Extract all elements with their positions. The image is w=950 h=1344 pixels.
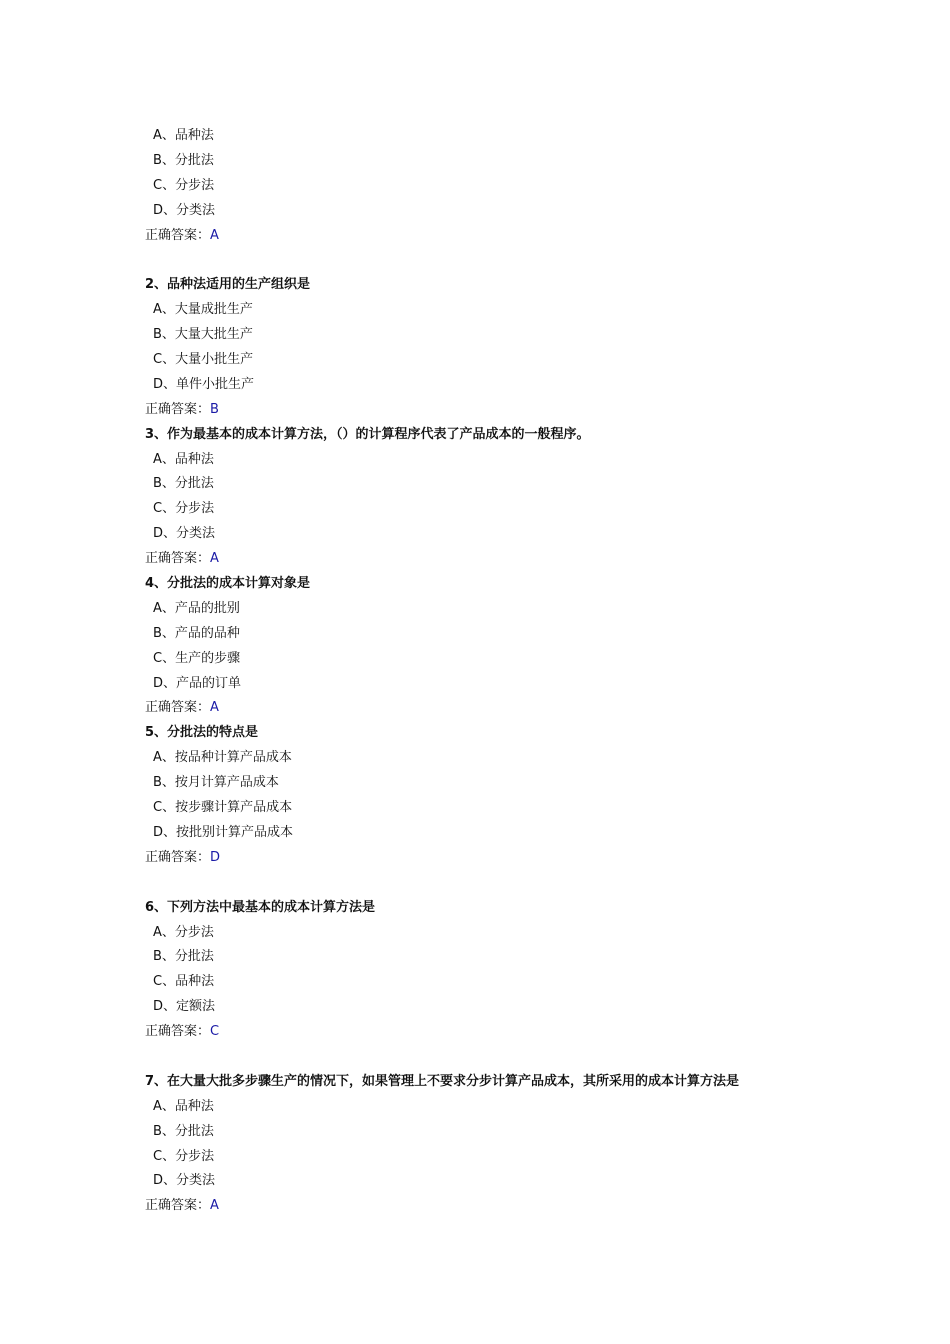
answer-line (145, 696, 905, 721)
option-c: C、按步骤计算产品成本 (153, 800, 293, 816)
answer-label: 正确答案： (145, 700, 211, 716)
question-title: 5、分批法的特点是 (145, 725, 259, 741)
option-a: A、品种法 (153, 128, 214, 143)
question-block-1 (145, 124, 905, 248)
answer-line (145, 398, 905, 423)
question-title: 6、下列方法中最基本的成本计算方法是 (145, 899, 376, 915)
answer-label: 正确答案： (145, 227, 211, 243)
answer-label: 正确答案： (145, 401, 211, 417)
option-b: B、大量大批生产 (153, 327, 253, 343)
option-d: D、分类法 (153, 202, 216, 218)
option-c: C、分步法 (153, 1148, 215, 1164)
option-b: B、分批法 (153, 949, 214, 965)
answer-line (145, 547, 905, 572)
answer-label: 正确答案： (145, 849, 211, 865)
option-b: B、产品的品种 (153, 625, 240, 641)
answer-label: 正确答案： (145, 1024, 211, 1040)
option-d: D、产品的订单 (153, 675, 242, 691)
spacer (145, 248, 905, 273)
option-a: A、品种法 (153, 1098, 214, 1114)
answer-line (145, 846, 905, 871)
answer-line (145, 224, 905, 249)
question-block-2 (145, 273, 905, 422)
option-d: D、按批别计算产品成本 (153, 824, 294, 840)
answer-label: 正确答案： (145, 551, 211, 567)
question-block-5 (145, 721, 905, 870)
option-d: D、分类法 (153, 1173, 216, 1189)
option-b: B、分批法 (153, 476, 214, 492)
option-a: A、品种法 (153, 451, 214, 467)
question-title: 4、分批法的成本计算对象是 (145, 576, 311, 592)
option-d: D、分类法 (153, 526, 216, 542)
option-a: A、产品的批别 (153, 600, 240, 616)
option-c: C、分步法 (153, 501, 215, 517)
question-block-4 (145, 572, 905, 721)
answer-label: 正确答案： (145, 1198, 211, 1214)
answer-line (145, 1194, 905, 1219)
option-c: C、生产的步骤 (153, 650, 241, 666)
question-title: 7、在大量大批多步骤生产的情况下，如果管理上不要求分步计算产品成本，其所采用的成本计算方法是 (145, 1073, 740, 1089)
option-b: B、分批法 (153, 152, 214, 168)
answer-value: C (210, 1024, 220, 1040)
option-d: D、单件小批生产 (153, 376, 255, 392)
option-c: C、大量小批生产 (153, 352, 254, 368)
question-block-7 (145, 1070, 905, 1219)
question-list (145, 124, 905, 1219)
option-a: A、按品种计算产品成本 (153, 750, 292, 766)
option-c: C、品种法 (153, 974, 215, 990)
answer-value: A (210, 700, 219, 716)
spacer (145, 1045, 905, 1070)
answer-value: B (210, 401, 219, 417)
answer-value: A (210, 1198, 219, 1214)
option-c: C、分步法 (153, 177, 215, 193)
question-title: 3、作为最基本的成本计算方法，（）的计算程序代表了产品成本的一般程序。 (145, 426, 590, 442)
option-a: A、分步法 (153, 924, 214, 940)
option-b: B、分批法 (153, 1123, 214, 1139)
answer-value: A (210, 551, 219, 567)
question-title: 2、品种法适用的生产组织是 (145, 277, 311, 293)
option-d: D、定额法 (153, 999, 216, 1015)
spacer (145, 871, 905, 896)
answer-value: A (210, 227, 219, 243)
option-b: B、按月计算产品成本 (153, 775, 279, 791)
option-a: A、大量成批生产 (153, 302, 253, 318)
question-block-3 (145, 423, 905, 572)
question-block-6 (145, 896, 905, 1045)
answer-line (145, 1020, 905, 1045)
answer-value: D (210, 849, 221, 865)
